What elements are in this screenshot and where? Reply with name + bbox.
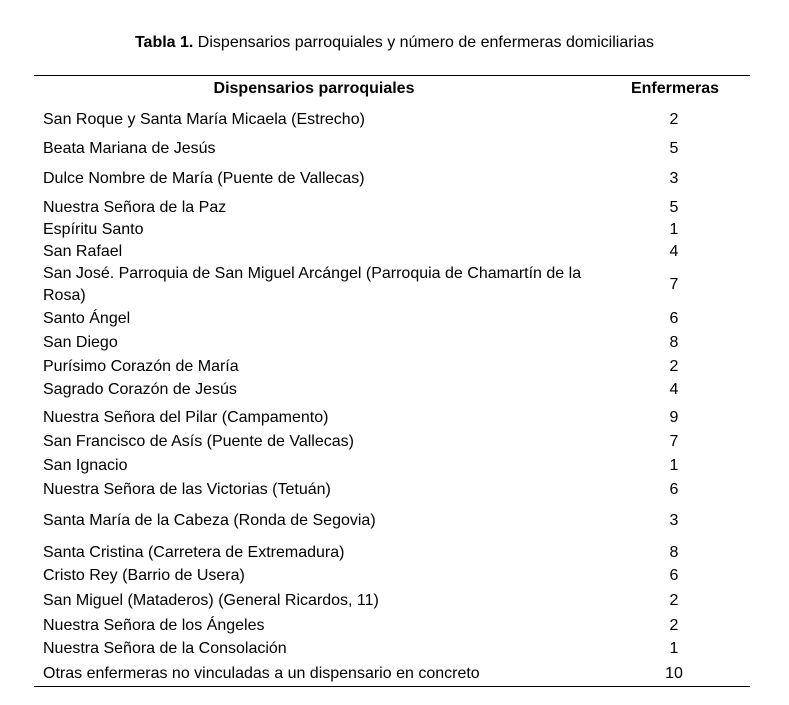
table-row: [0, 356, 789, 378]
dispensario-name: Sagrado Corazón de Jesús: [43, 381, 237, 398]
table-row: [0, 455, 789, 477]
enfermeras-count: 10: [665, 665, 683, 682]
table-row: [0, 407, 789, 429]
table-row: [0, 565, 789, 587]
dispensario-name: Beata Mariana de Jesús: [43, 140, 216, 157]
dispensario-name: Nuestra Señora de los Ángeles: [43, 617, 265, 634]
table-row: [0, 510, 789, 532]
enfermeras-count: 5: [669, 199, 679, 216]
dispensario-name: San Ignacio: [43, 457, 128, 474]
dispensario-name: Nuestra Señora del Pilar (Campamento): [43, 409, 329, 426]
table-row: [0, 138, 789, 160]
dispensario-name: Santa Cristina (Carretera de Extremadura): [43, 544, 345, 561]
table-row: [0, 379, 789, 401]
table-row: [0, 219, 789, 241]
dispensario-name: San José. Parroquia de San Miguel Arcángel (Parroquia de Chamartín de la Rosa): [43, 265, 582, 304]
dispensario-name: Otras enfermeras no vinculadas a un dispensario en concreto: [43, 665, 480, 682]
table-row: [0, 638, 789, 660]
enfermeras-count: 6: [669, 481, 679, 498]
enfermeras-count: 4: [669, 381, 679, 398]
enfermeras-count: 8: [669, 544, 679, 561]
table-bottom-rule: [34, 686, 750, 687]
enfermeras-count: 1: [669, 640, 679, 657]
dispensario-name: Nuestra Señora de la Consolación: [43, 640, 287, 657]
column-header-dispensarios: Dispensarios parroquiales: [213, 80, 415, 97]
enfermeras-count: 9: [669, 409, 679, 426]
table-row: [0, 615, 789, 637]
table-row: [0, 332, 789, 354]
dispensario-name: Santa María de la Cabeza (Ronda de Segovia): [43, 512, 376, 529]
column-header-enfermeras: Enfermeras: [630, 80, 720, 97]
table-row: [0, 308, 789, 330]
table-row: [0, 263, 789, 307]
enfermeras-count: 7: [669, 276, 679, 293]
enfermeras-count: 1: [669, 457, 679, 474]
enfermeras-count: 2: [669, 592, 679, 609]
enfermeras-count: 1: [669, 221, 679, 238]
enfermeras-count: 7: [669, 433, 679, 450]
dispensario-name: Cristo Rey (Barrio de Usera): [43, 567, 245, 584]
dispensario-name: Santo Ángel: [43, 310, 131, 327]
table-row: [0, 431, 789, 453]
enfermeras-count: 3: [669, 170, 679, 187]
table-row: [0, 241, 789, 263]
dispensario-name: San Miguel (Mataderos) (General Ricardos, 11): [43, 592, 379, 609]
dispensario-name: Nuestra Señora de la Paz: [43, 199, 227, 216]
dispensario-name: San Diego: [43, 334, 118, 351]
enfermeras-count: 2: [669, 111, 679, 128]
enfermeras-count: 6: [669, 310, 679, 327]
table-row: [0, 168, 789, 190]
enfermeras-count: 4: [669, 243, 679, 260]
enfermeras-count: 2: [669, 617, 679, 634]
dispensario-name: Purísimo Corazón de María: [43, 358, 239, 375]
table-row: [0, 542, 789, 564]
dispensario-name: Dulce Nombre de María (Puente de Vallecas): [43, 170, 365, 187]
table-caption-label: Tabla 1.: [134, 34, 194, 51]
table-row: [0, 590, 789, 612]
dispensario-name: San Rafael: [43, 243, 123, 260]
dispensario-name: Nuestra Señora de las Victorias (Tetuán): [43, 481, 331, 498]
table-row: [0, 109, 789, 131]
enfermeras-count: 3: [669, 512, 679, 529]
table-row: [0, 663, 789, 685]
table-caption-text: Dispensarios parroquiales y número de enfermeras domiciliarias: [193, 34, 655, 51]
dispensario-name: Espíritu Santo: [43, 221, 144, 238]
table-row: [0, 479, 789, 501]
dispensario-name: San Roque y Santa María Micaela (Estrecho): [43, 111, 365, 128]
dispensario-name: San Francisco de Asís (Puente de Vallecas): [43, 433, 354, 450]
enfermeras-count: 8: [669, 334, 679, 351]
table-row: [0, 197, 789, 219]
enfermeras-count: 5: [669, 140, 679, 157]
enfermeras-count: 2: [669, 358, 679, 375]
enfermeras-count: 6: [669, 567, 679, 584]
